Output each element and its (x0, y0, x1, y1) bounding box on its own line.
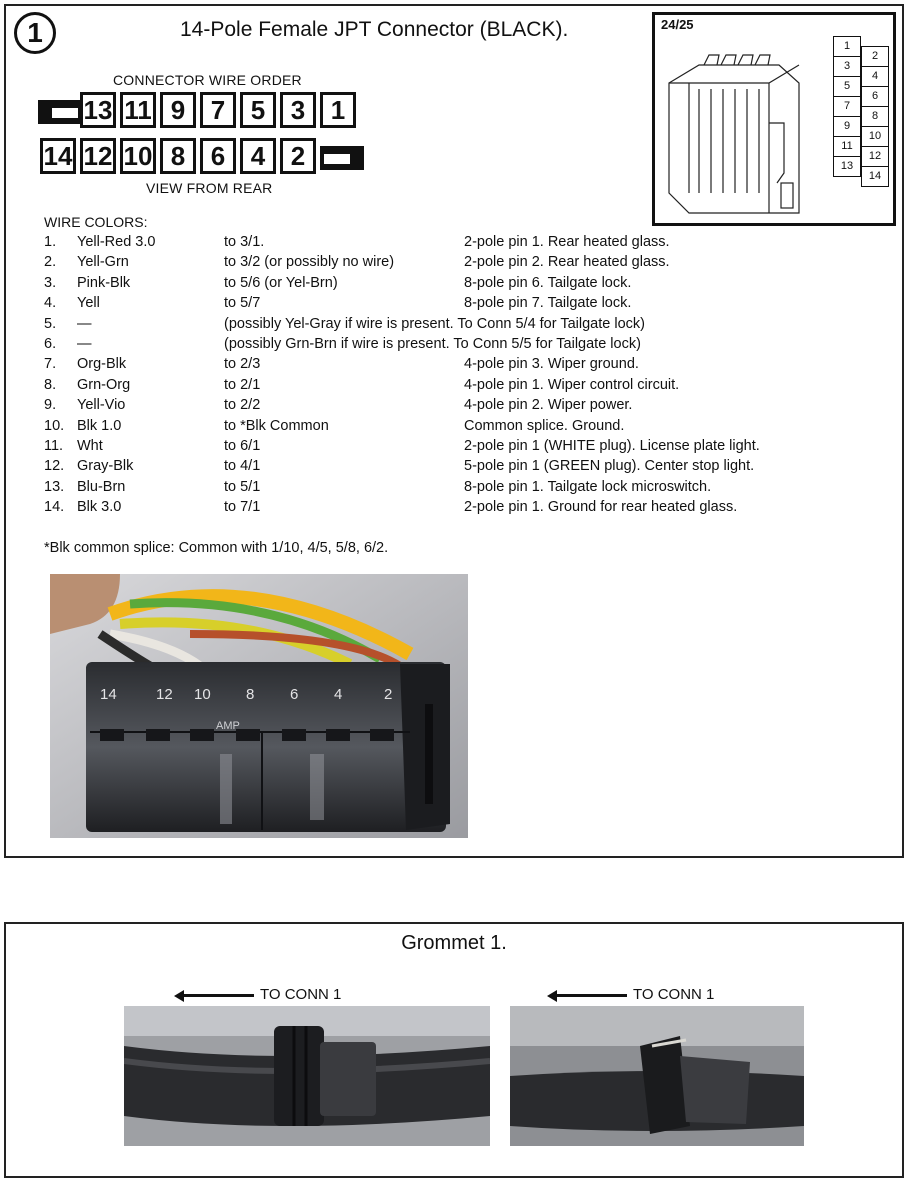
diagram-pin: 14 (861, 166, 889, 187)
wire-number: 13. (44, 478, 65, 495)
wire-color: Yell (77, 295, 100, 312)
key-tab-top-inner (50, 106, 80, 120)
wire-colors-title: WIRE COLORS: (44, 214, 148, 230)
wire-row (44, 458, 884, 478)
wire-row (44, 438, 884, 458)
wire-number: 12. (44, 458, 65, 475)
wire-row (44, 499, 884, 519)
wire-number: 6. (44, 336, 57, 352)
wire-color: — (77, 315, 92, 332)
arrow-right-label: TO CONN 1 (633, 986, 715, 1003)
arrow-left-label: TO CONN 1 (260, 986, 342, 1003)
section-number: 1 (14, 12, 56, 54)
wire-description: 4-pole pin 1. Wiper control circuit. (464, 376, 680, 393)
pin-cell: 6 (200, 138, 236, 174)
arrow-right-line (555, 994, 627, 997)
wire-color: Blu-Brn (77, 478, 126, 495)
wire-color: Pink-Blk (77, 274, 131, 291)
pin-cell: 11 (120, 92, 156, 128)
diagram-pin: 12 (861, 146, 889, 167)
diagram-pin: 10 (861, 126, 889, 147)
wire-row (44, 418, 884, 438)
pin-cell: 1 (320, 92, 356, 128)
wire-number: 5. (44, 315, 57, 332)
wire-row (44, 336, 884, 356)
wire-destination: (possibly Yel-Gray if wire is present. To Conn 5/4 for Tailgate lock) (224, 315, 645, 332)
wire-color: Wht (77, 438, 103, 454)
photo-pin-label: 12 (156, 686, 173, 703)
wire-description: 8-pole pin 6. Tailgate lock. (464, 274, 632, 291)
wire-destination: to 5/1 (224, 478, 261, 495)
wire-color: Gray-Blk (77, 458, 134, 475)
pin-cell: 8 (160, 138, 196, 174)
wire-destination: to 2/3 (224, 356, 261, 373)
pin-cell: 5 (240, 92, 276, 128)
wire-destination: to 5/7 (224, 295, 261, 312)
key-tab-bottom-inner (322, 152, 352, 166)
connector-diagram (652, 12, 896, 226)
diagram-even-pins (861, 47, 889, 187)
wire-description: 2-pole pin 1. Ground for rear heated glass. (464, 499, 738, 516)
wire-destination: (possibly Grn-Brn if wire is present. To Conn 5/5 for Tailgate lock) (224, 336, 641, 352)
wire-description: 8-pole pin 7. Tailgate lock. (464, 295, 632, 312)
wire-color: Blk 1.0 (77, 417, 122, 434)
photo-pin-label: 4 (334, 686, 343, 703)
wire-number: 14. (44, 499, 65, 516)
grommet-photo-right (510, 1006, 804, 1146)
wire-row (44, 356, 884, 376)
wire-row (44, 275, 884, 295)
pin-cell: 14 (40, 138, 76, 174)
pin-cell: 9 (160, 92, 196, 128)
wire-number: 11. (44, 438, 64, 454)
diagram-pin: 8 (861, 106, 889, 127)
diagram-odd-pins (833, 37, 861, 177)
arrow-left-line (182, 994, 254, 997)
pin-cell: 3 (280, 92, 316, 128)
wire-row (44, 295, 884, 315)
wire-row (44, 479, 884, 499)
wire-number: 4. (44, 295, 57, 312)
diagram-pin: 1 (833, 36, 861, 57)
wire-number: 7. (44, 356, 57, 373)
wire-color: — (77, 336, 92, 352)
wire-destination: to 3/2 (or possibly no wire) (224, 254, 395, 271)
wire-number: 10. (44, 417, 65, 434)
wire-color: Yell-Vio (77, 397, 126, 414)
diagram-pin: 9 (833, 116, 861, 137)
wire-description: 2-pole pin 1. Rear heated glass. (464, 234, 670, 250)
connector-photo-drawing (50, 574, 468, 838)
wire-destination: to 2/1 (224, 376, 261, 393)
pin-cell: 12 (80, 138, 116, 174)
wire-color: Grn-Org (77, 376, 131, 393)
diagram-pin: 11 (833, 136, 861, 157)
connector-photo (50, 574, 468, 838)
wire-description: 4-pole pin 3. Wiper ground. (464, 356, 639, 373)
diagram-pin: 7 (833, 96, 861, 117)
photo-pin-label: 2 (384, 686, 393, 703)
wire-destination: to 6/1 (224, 438, 261, 454)
wire-number: 1. (44, 234, 57, 250)
wire-color: Yell-Grn (77, 254, 129, 271)
amp-mark: AMP (216, 720, 240, 732)
grommet-right-drawing (510, 1006, 804, 1146)
diagram-pin: 13 (833, 156, 861, 177)
wire-destination: to 2/2 (224, 397, 261, 414)
connector-bottom-row (40, 138, 320, 174)
wire-destination: to 3/1. (224, 234, 265, 250)
photo-pin-label: 14 (100, 686, 117, 703)
diagram-pin: 6 (861, 86, 889, 107)
diagram-pin: 2 (861, 46, 889, 67)
wire-color: Org-Blk (77, 356, 127, 373)
wire-destination: to 5/6 (or Yel-Brn) (224, 274, 338, 291)
diagram-pin: 4 (861, 66, 889, 87)
connector-panel (4, 4, 904, 858)
wire-row (44, 397, 884, 417)
wire-number: 2. (44, 254, 57, 271)
wire-color: Yell-Red 3.0 (77, 234, 156, 250)
grommet-left-drawing (124, 1006, 490, 1146)
pin-cell: 7 (200, 92, 236, 128)
pin-cell: 2 (280, 138, 316, 174)
wire-number: 8. (44, 376, 57, 393)
view-from-rear-label: VIEW FROM REAR (146, 180, 273, 196)
diagram-pin: 3 (833, 56, 861, 77)
wire-description: 2-pole pin 2. Rear heated glass. (464, 254, 670, 271)
diagram-pin: 5 (833, 76, 861, 97)
wire-description: 8-pole pin 1. Tailgate lock microswitch. (464, 478, 712, 495)
wire-description: 2-pole pin 1 (WHITE plug). License plate light. (464, 438, 760, 454)
pin-cell: 4 (240, 138, 276, 174)
grommet-photo-left (124, 1006, 490, 1146)
photo-pin-label: 10 (194, 686, 211, 703)
wire-number: 3. (44, 274, 57, 291)
wire-description: Common splice. Ground. (464, 417, 625, 434)
connector-housing-illustration (659, 43, 809, 223)
pin-cell: 13 (80, 92, 116, 128)
connector-order-label: CONNECTOR WIRE ORDER (113, 72, 302, 88)
wire-description: 5-pole pin 1 (GREEN plug). Center stop light. (464, 458, 755, 475)
wire-destination: to 4/1 (224, 458, 261, 475)
grommet-title: Grommet 1. (401, 932, 507, 954)
wire-row (44, 234, 884, 254)
wire-description: 4-pole pin 2. Wiper power. (464, 397, 633, 414)
wire-row (44, 254, 884, 274)
grommet-panel (4, 922, 904, 1178)
wire-number: 9. (44, 397, 57, 414)
wire-row (44, 316, 884, 336)
connector-top-row (80, 92, 360, 128)
page-title: 14-Pole Female JPT Connector (BLACK). (180, 18, 569, 41)
wire-destination: to *Blk Common (224, 417, 329, 434)
wire-destination: to 7/1 (224, 499, 261, 516)
photo-pin-label: 8 (246, 686, 255, 703)
wire-color: Blk 3.0 (77, 499, 122, 516)
photo-pin-label: 6 (290, 686, 299, 703)
common-splice-note: *Blk common splice: Common with 1/10, 4/5, 5/8, 6/2. (44, 540, 389, 556)
pin-cell: 10 (120, 138, 156, 174)
wire-row (44, 377, 884, 397)
diagram-ref-label: 24/25 (661, 17, 694, 32)
